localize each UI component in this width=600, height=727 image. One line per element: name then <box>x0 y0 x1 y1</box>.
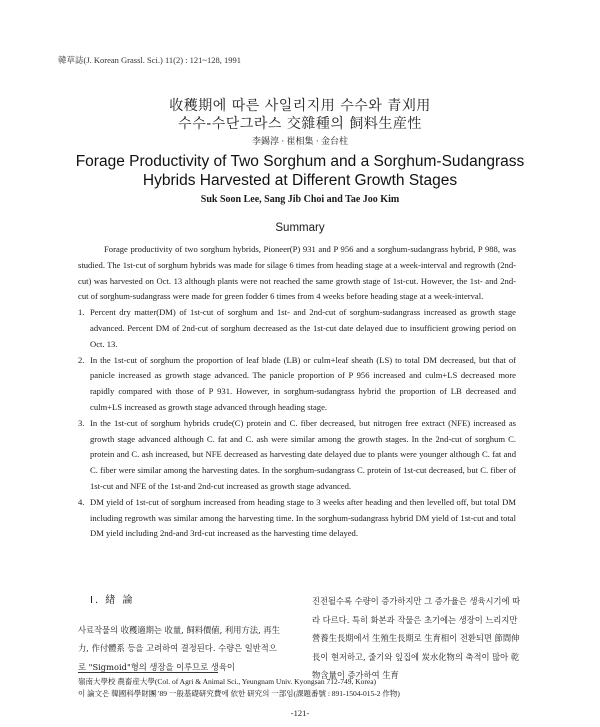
body-column-left <box>78 592 284 676</box>
summary-item-text: Percent dry matter(DM) of 1st-cut of sorghum and 1st- and 2nd-cut of sorghum-sudangrass increased as growth stage advanced. Percent DM of 2nd-cut of sorghum decreased as the 1st-cut date delayed due to insufficient growing period on Oct. 13. <box>90 307 516 349</box>
journal-citation: 韓草誌(J. Korean Grassl. Sci.) 11(2) : 121~128, 1991 <box>58 55 241 65</box>
footnote-affiliation: 嶺南大學校 農畜産大學(Col. of Agri & Animal Sci., Yeungnam Univ. Kyongsan 712-749, Korea) <box>78 677 377 686</box>
summary-item-number: 1. <box>78 307 85 318</box>
introduction-text-right: 진전될수록 수량이 증가하지만 그 증가율은 생육시기에 따라 다르다. 특히 화본과 작물은 초기에는 생장이 느리지만 營養生長期에서 生殖生長期로 生育相이 전환되면 節間伸長이 현저하고, 줄기와 잎집에 炭水化物의 축적이 많아 乾物含量이 증가하여 生育 <box>312 596 521 680</box>
summary-body <box>78 242 516 542</box>
english-title-line-1: Forage Productivity of Two Sorghum and a Sorghum-Sudangrass <box>75 153 525 170</box>
summary-list <box>78 305 516 542</box>
page-number: -121- <box>290 708 310 718</box>
summary-heading: Summary <box>275 222 325 234</box>
section-title-introduction: I. 緖 論 <box>90 595 135 606</box>
summary-item-text: In the 1st-cut of sorghum the proportion of leaf blade (LB) or culm+leaf sheath (LS) to total DM decreased, but that of panicle increased as growth stage advanced. The panicle proportion of P 956 increased and culm+LS decreased more rapidly compared with those of P 931. However, in sorghum-sudangrass hybrid the proportion of LB decreased and culm+LS increased as growth stage advanced through heading stage. <box>90 354 516 412</box>
summary-item <box>78 416 516 495</box>
summary-intro: Forage productivity of two sorghum hybrids, Pioneer(P) 931 and P 956 and a sorghum-sudangrass hybrid, P 988, was studied. The 1st-cut of sorghum hybrids was made for silage 6 times from heading stage at a week-interval and regrowth (2nd-cut) was harvested on Oct. 13 although plants were not reached the same growth stage of 1st-cut. However, the 1st- and 2nd-cut of sorghum-sudangrass were made for green fodder 6 times from 4 weeks before heading stage at a week-interval. <box>78 244 516 302</box>
body-column-right <box>312 592 526 685</box>
korean-title-line-2: 수수-수단그라스 交雜種의 飼料生産性 <box>178 116 422 132</box>
summary-item-number: 2. <box>78 354 85 365</box>
korean-title-line-1: 收穫期에 따른 사일리지用 수수와 青刈用 <box>169 98 431 114</box>
summary-item <box>78 495 516 542</box>
summary-item <box>78 305 516 352</box>
korean-authors: 李錫淳 · 崔相集 · 金台柱 <box>252 136 348 146</box>
footnote-funding: 이 論文은 韓國科學財團 '89 一般基礎研究費에 依한 研究의 一部임(課題番號 : 891-1504-015-2 作物) <box>78 689 400 698</box>
english-authors: Suk Soon Lee, Sang Jib Choi and Tae Joo Kim <box>200 194 400 205</box>
introduction-text-left: 사료작물의 收穫適期는 收量, 飼料價値, 利用方法, 再生力, 作付體系 등을 고려하여 결정된다. 수량은 일반적으로 "Sigmoid"형의 생장을 이루므로 생육이 <box>78 624 280 672</box>
summary-item-text: In the 1st-cut of sorghum hybrids crude(C) protein and C. fiber decreased, but nitrogen free extract (NFE) increased as growth stage advanced although C. fat and C. ash were similar among the growth stages. In the 2nd-cut of sorghum C. protein and C. ash increased, but NFE decreased as harvesting date delayed due to plants were younger although C. fat and C. fiber were similar among the harvesting dates. In the sorghum-sudangrass C. protein of 1st-cut decreased, but C. fiber of 1st-cut and NFE of the 1st-and 2nd-cut increased as growth stage advanced. <box>90 417 516 491</box>
summary-item-number: 3. <box>78 417 85 428</box>
summary-item-number: 4. <box>78 496 85 507</box>
footnote-divider <box>78 672 218 673</box>
summary-item-text: DM yield of 1st-cut of sorghum increased from heading stage to 3 weeks after heading and then levelled off, but total DM including regrowth was similar among the harvesting time. In the sorghum-sudangrass hybrid DM yield of 1st-cut and total DM yield including 2nd-and 3rd-cut increased as the harvesting time delayed. <box>90 496 516 539</box>
english-title-line-2: Hybrids Harvested at Different Growth Stages <box>142 172 458 189</box>
summary-item <box>78 353 516 416</box>
